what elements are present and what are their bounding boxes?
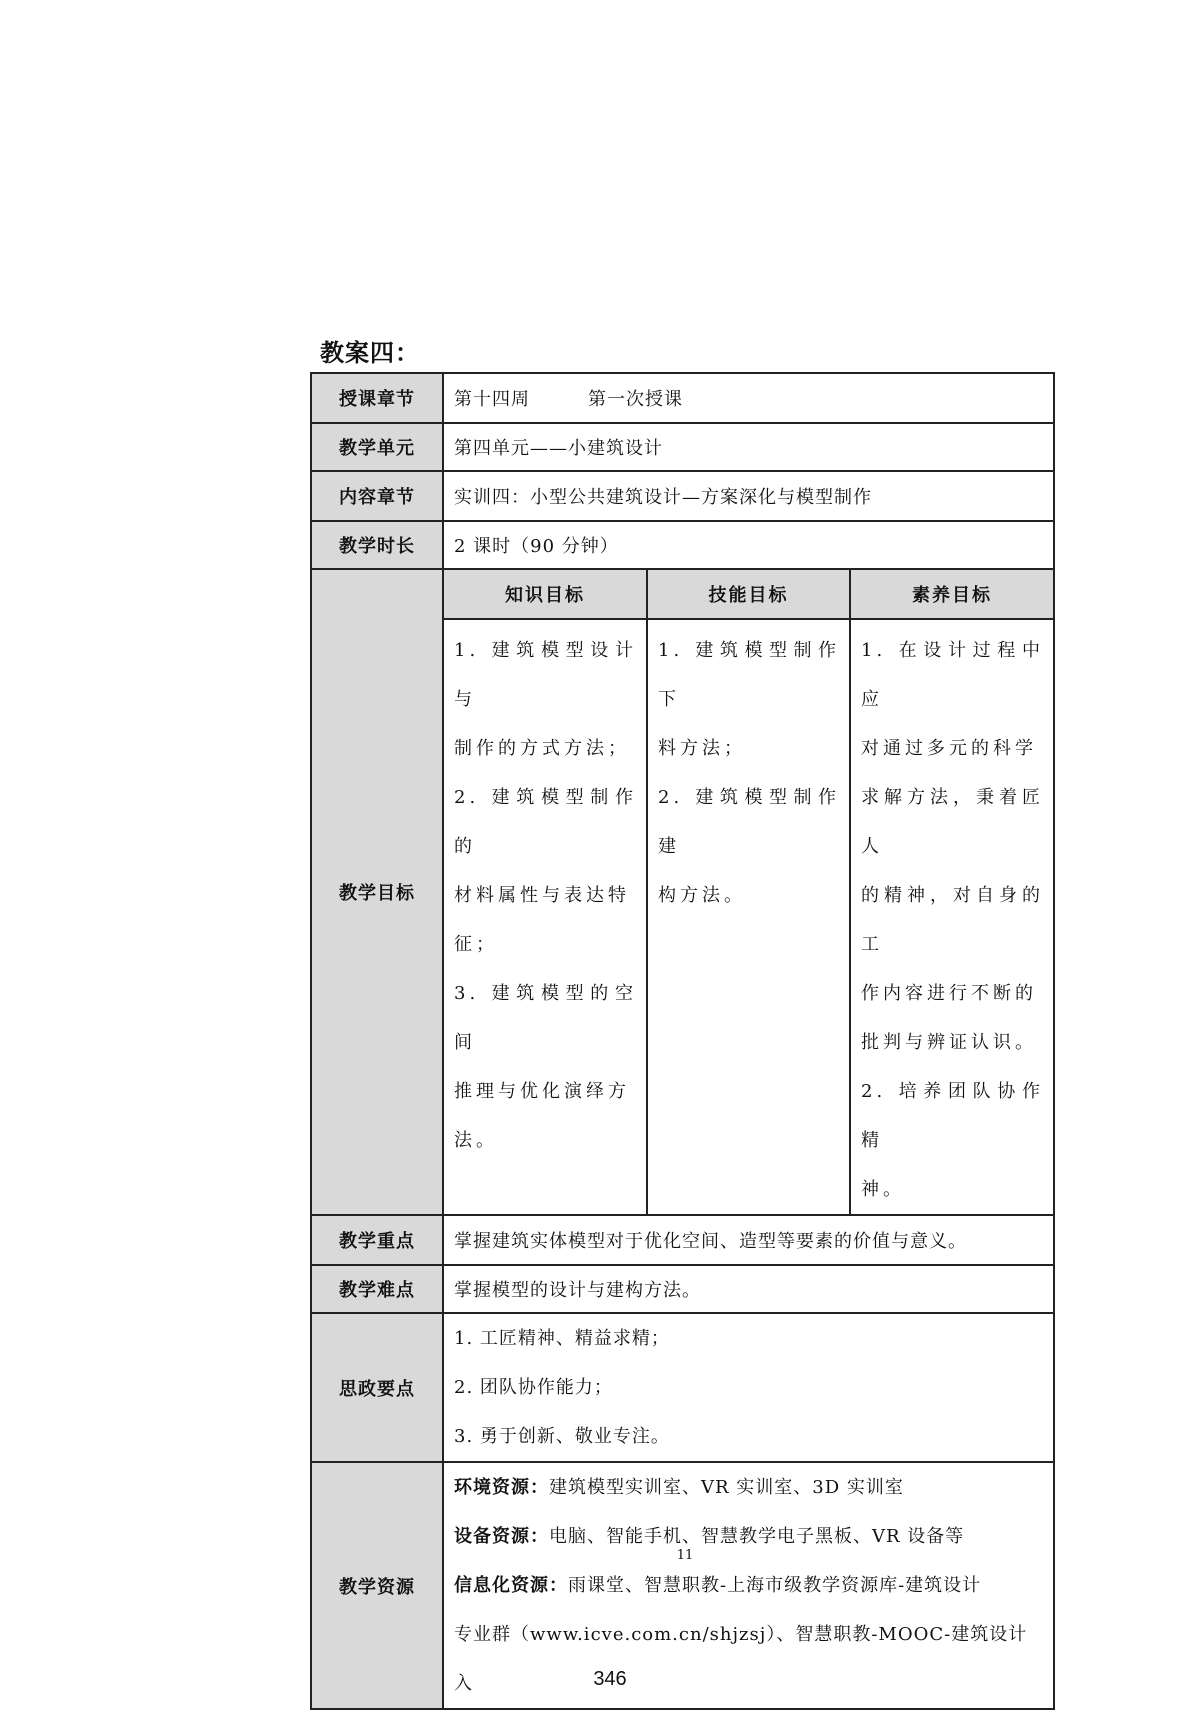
literacy-goals (850, 619, 1053, 1214)
goals-table (444, 570, 1053, 1214)
ideology-item: 2. 团队协作能力； (454, 1377, 613, 1398)
row-ideology (311, 1313, 1054, 1462)
label-difficulties: 教学难点 (311, 1265, 443, 1313)
literacy-line: 2. 培养团队协作精 (861, 1081, 1044, 1151)
content-value: 实训四：小型公共建筑设计—方案深化与模型制作 (443, 471, 1054, 521)
row-unit (311, 423, 1054, 471)
inner-page-number: 11 (676, 1548, 694, 1563)
row-key-points (311, 1215, 1054, 1265)
skill-line: 构方法。 (658, 885, 746, 906)
env-resource-value: 建筑模型实训室、VR 实训室、3D 实训室 (549, 1477, 904, 1498)
label-key-points: 教学重点 (311, 1215, 443, 1265)
knowledge-line: 推理与优化演绎方 (454, 1081, 630, 1102)
knowledge-line: 3. 建筑模型的空间 (454, 983, 637, 1053)
info-resource-continuation: 专业群（www.icve.com.cn/shjzsj）、智慧职教-MOOC-建筑设计入 (454, 1624, 1028, 1694)
env-resource-key: 环境资源： (454, 1477, 549, 1498)
row-content (311, 471, 1054, 521)
label-content: 内容章节 (311, 471, 443, 521)
difficulties-value: 掌握模型的设计与建构方法。 (443, 1265, 1054, 1313)
info-resource-line (454, 1561, 1043, 1610)
info-resource-key: 信息化资源： (454, 1575, 568, 1596)
literacy-line: 批判与辨证认识。 (861, 1032, 1037, 1053)
row-duration (311, 521, 1054, 569)
info-resource-value: 雨课堂、智慧职教-上海市级教学资源库-建筑设计 (568, 1575, 982, 1596)
unit-value: 第四单元——小建筑设计 (443, 423, 1054, 471)
row-goals (311, 569, 1054, 1215)
duration-value: 2 课时（90 分钟） (443, 521, 1054, 569)
equip-resource-value: 电脑、智能手机、智慧教学电子黑板、VR 设备等 (549, 1526, 965, 1547)
knowledge-line: 2. 建筑模型制作的 (454, 787, 637, 857)
key-points-value: 掌握建筑实体模型对于优化空间、造型等要素的价值与意义。 (443, 1215, 1054, 1265)
chapter-session: 第一次授课 (588, 389, 683, 410)
label-resources: 教学资源 (311, 1462, 443, 1709)
label-duration: 教学时长 (311, 521, 443, 569)
label-unit: 教学单元 (311, 423, 443, 471)
knowledge-line: 制作的方式方法； (454, 738, 630, 759)
literacy-line: 神。 (861, 1179, 905, 1200)
literacy-line: 对通过多元的科学 (861, 738, 1037, 759)
lesson-plan-table (310, 372, 1055, 1710)
header-skill: 技能目标 (647, 570, 850, 619)
chapter-week: 第十四周 (454, 389, 530, 410)
equip-resource-key: 设备资源： (454, 1526, 549, 1547)
env-resource-line (454, 1463, 1043, 1512)
literacy-line: 的精神，对自身的工 (861, 885, 1044, 955)
label-ideology: 思政要点 (311, 1313, 443, 1462)
literacy-line: 1. 在设计过程中应 (861, 640, 1044, 710)
skill-goals (647, 619, 850, 1214)
label-chapter: 授课章节 (311, 373, 443, 423)
knowledge-goals (444, 619, 647, 1214)
literacy-line: 求解方法，秉着匠人 (861, 787, 1044, 857)
knowledge-line: 征； (454, 934, 498, 955)
row-chapter (311, 373, 1054, 423)
knowledge-line: 材料属性与表达特 (454, 885, 630, 906)
document-title: 教案四： (320, 339, 420, 367)
ideology-item: 1. 工匠精神、精益求精； (454, 1328, 670, 1349)
knowledge-line: 1. 建筑模型设计与 (454, 640, 637, 710)
header-literacy: 素养目标 (850, 570, 1053, 619)
skill-line: 2. 建筑模型制作建 (658, 787, 840, 857)
knowledge-line: 法。 (454, 1130, 498, 1151)
ideology-item: 3. 勇于创新、敬业专注。 (454, 1426, 670, 1447)
outer-page-number: 346 (593, 1668, 627, 1690)
skill-line: 1. 建筑模型制作下 (658, 640, 840, 710)
row-difficulties (311, 1265, 1054, 1313)
label-goals: 教学目标 (311, 569, 443, 1215)
skill-line: 料方法； (658, 738, 746, 759)
literacy-line: 作内容进行不断的 (861, 983, 1037, 1004)
header-knowledge: 知识目标 (444, 570, 647, 619)
